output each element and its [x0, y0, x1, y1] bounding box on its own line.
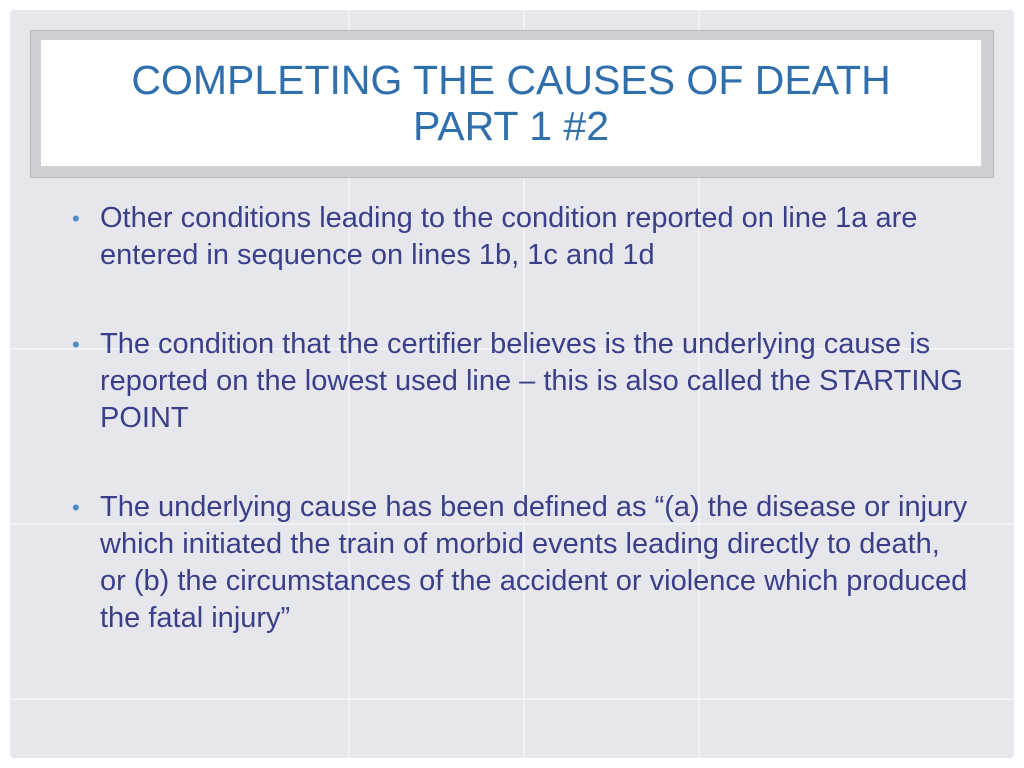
bullet-item [72, 326, 972, 437]
title-frame [30, 30, 994, 178]
bullet-text: Other conditions leading to the condition reported on line 1a are entered in sequence on lines 1b, 1c and 1d [100, 202, 918, 271]
title-box [41, 40, 981, 166]
slide-title-line-1: COMPLETING THE CAUSES OF DEATH [131, 57, 891, 103]
bullet-item [72, 489, 972, 637]
background-grid-line [10, 698, 1014, 700]
slide-title-line-2: PART 1 #2 [412, 103, 609, 149]
bullet-text: The condition that the certifier believes is the underlying cause is reported on the lowest used line – this is also called the STARTING POINT [100, 328, 963, 434]
bullet-list [72, 200, 972, 689]
bullet-text: The underlying cause has been defined as “(a) the disease or injury which initiated the train of morbid events leading directly to death, or (b) the circumstances of the accident or violence which produced the fatal injury” [100, 491, 968, 634]
bullet-item [72, 200, 972, 274]
bullet-icon: • [72, 495, 80, 520]
slide-title [131, 57, 890, 149]
slide [10, 10, 1014, 758]
bullet-icon: • [72, 206, 80, 231]
bullet-icon: • [72, 332, 80, 357]
